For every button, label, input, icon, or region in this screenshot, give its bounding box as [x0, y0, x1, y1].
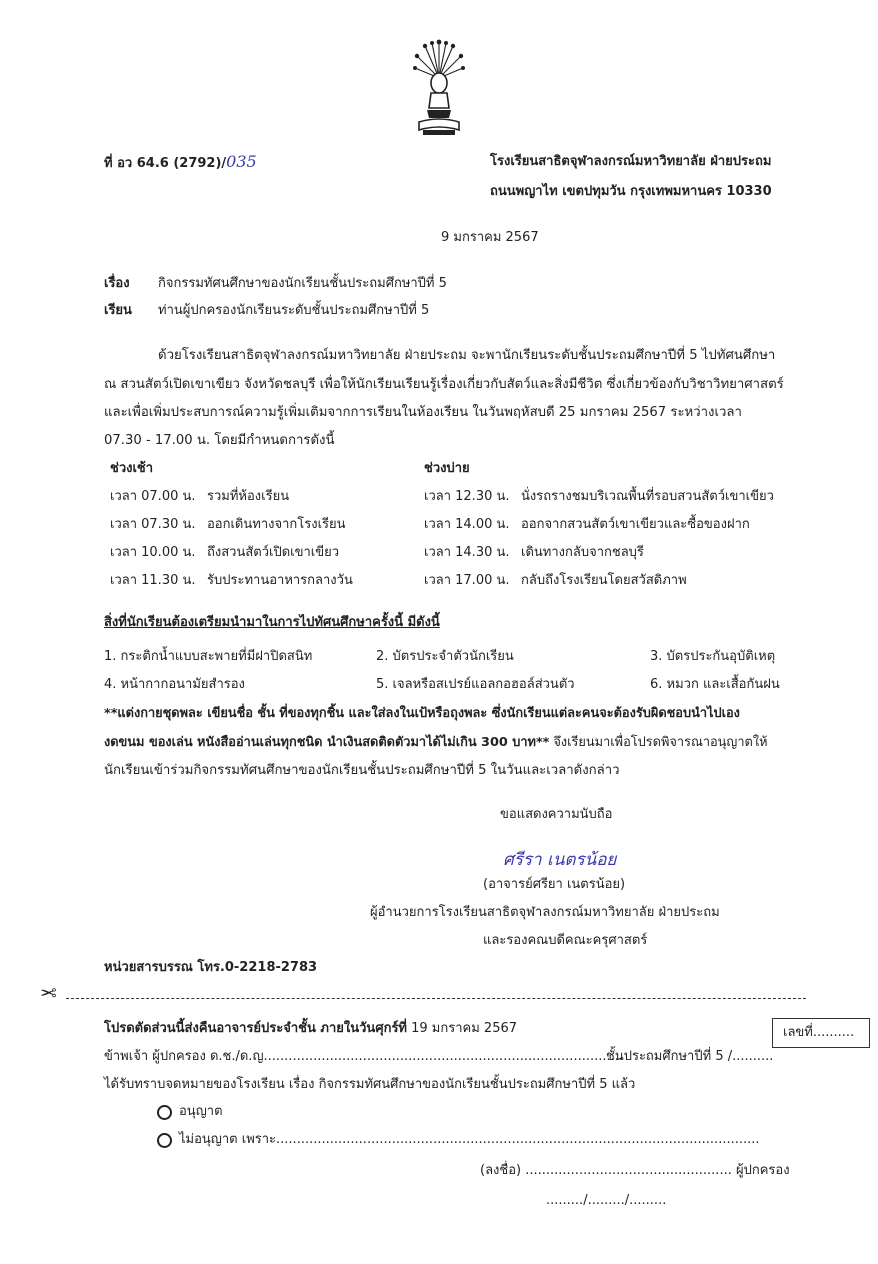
school-name: โรงเรียนสาธิตจุฬาลงกรณ์มหาวิทยาลัย ฝ่ายประถม	[490, 154, 772, 169]
subject-label: เรื่อง	[104, 276, 130, 291]
note-line-1: **แต่งกายชุดพละ เขียนชื่อ ชั้น ที่ของทุกชิ้น และใส่ลงในเป้หรือถุงพละ ซึ่งนักเรียนแต่ละคนจะต้องรับผิดชอบนำไปเอง	[104, 706, 740, 721]
deny-radio[interactable]	[157, 1133, 172, 1148]
reply-date-line[interactable]: ........./........./.........	[546, 1193, 667, 1208]
schedule-activity: ออกเดินทางจากโรงเรียน	[207, 517, 346, 532]
reference-handwritten: 035	[226, 152, 257, 171]
schedule-activity: เดินทางกลับจากชลบุรี	[521, 545, 644, 560]
reply-instruction	[104, 1020, 517, 1038]
schedule-activity: กลับถึงโรงเรียนโดยสวัสดิภาพ	[521, 573, 687, 588]
school-address: ถนนพญาไท เขตปทุมวัน กรุงเทพมหานคร 10330	[490, 184, 772, 199]
acknowledgement-line: ได้รับทราบจดหมายของโรงเรียน เรื่อง กิจกรรมทัศนศึกษาของนักเรียนชั้นประถมศึกษาปีที่ 5 แล้ว	[104, 1077, 636, 1092]
schedule-time: เวลา 10.00 น.	[110, 545, 196, 560]
signer-position-1: ผู้อำนวยการโรงเรียนสาธิตจุฬาลงกรณ์มหาวิทยาลัย ฝ่ายประถม	[370, 905, 720, 920]
reply-deadline: 19 มกราคม 2567	[407, 1021, 518, 1036]
handwritten-signature: ศรีรา เนตรน้อย	[503, 850, 617, 870]
schedule-time: เวลา 07.30 น.	[110, 517, 196, 532]
deny-option-label[interactable]: ไม่อนุญาต เพราะ.....................................................................................................................	[179, 1132, 760, 1147]
item: 2. บัตรประจำตัวนักเรียน	[376, 649, 514, 664]
afternoon-title: ช่วงบ่าย	[424, 461, 470, 476]
school-emblem-logo	[413, 38, 465, 138]
schedule-activity: นั่งรถรางชมบริเวณพื้นที่รอบสวนสัตว์เขาเขียว	[521, 489, 774, 504]
schedule-time: เวลา 17.00 น.	[424, 573, 510, 588]
guardian-name-line[interactable]: ข้าพเจ้า ผู้ปกครอง ด.ช./ด.ญ.......................................................................................	[104, 1049, 624, 1064]
schedule-activity: รับประทานอาหารกลางวัน	[207, 573, 353, 588]
reference-number	[104, 153, 257, 173]
morning-title: ช่วงเช้า	[110, 461, 154, 476]
signer-name: (อาจารย์ศรียา เนตรน้อย)	[483, 877, 626, 892]
letter-date: 9 มกราคม 2567	[441, 230, 539, 245]
items-title: สิ่งที่นักเรียนต้องเตรียมนำมาในการไปทัศนศึกษาครั้งนี้ มีดังนี้	[104, 615, 440, 630]
body-line-2: ณ สวนสัตว์เปิดเขาเขียว จังหวัดชลบุรี เพื่อให้นักเรียนเรียนรู้เรื่องเกี่ยวกับสัตว์และสิ่งมีชีวิต ซึ่งเกี่ยวข้องกับวิชาวิทยาศาสตร์	[104, 377, 784, 392]
item: 4. หน้ากากอนามัยสำรอง	[104, 677, 245, 692]
note-line-3: นักเรียนเข้าร่วมกิจกรรมทัศนศึกษาของนักเรียนชั้นประถมศึกษาปีที่ 5 ในวันและเวลาดังกล่าว	[104, 763, 620, 778]
guardian-signature-line[interactable]: (ลงชื่อ) .................................................. ผู้ปกครอง	[480, 1163, 790, 1178]
allow-radio[interactable]	[157, 1105, 172, 1120]
to-text: ท่านผู้ปกครองนักเรียนระดับชั้นประถมศึกษาปีที่ 5	[158, 303, 430, 318]
item: 5. เจลหรือสเปรย์แอลกอฮอล์ส่วนตัว	[376, 677, 575, 692]
schedule-time: เวลา 14.30 น.	[424, 545, 510, 560]
note-line-2	[104, 729, 768, 757]
subject-text: กิจกรรมทัศนศึกษาของนักเรียนชั้นประถมศึกษาปีที่ 5	[158, 276, 447, 291]
body-line-1: ด้วยโรงเรียนสาธิตจุฬาลงกรณ์มหาวิทยาลัย ฝ่ายประถม จะพานักเรียนระดับชั้นประถมศึกษาปีที่ 5 ไปทัศนศึกษา	[158, 348, 776, 363]
item: 6. หมวก และเสื้อกันฝน	[650, 677, 780, 692]
signer-position-2: และรองคณบดีคณะครุศาสตร์	[483, 933, 648, 948]
student-class-line[interactable]: ชั้นประถมศึกษาปีที่ 5 /..........	[606, 1049, 774, 1064]
schedule-time: เวลา 07.00 น.	[110, 489, 196, 504]
schedule-activity: รวมที่ห้องเรียน	[207, 489, 290, 504]
schedule-activity: ถึงสวนสัตว์เปิดเขาเขียว	[207, 545, 340, 560]
item: 1. กระติกน้ำแบบสะพายที่มีฝาปิดสนิท	[104, 649, 313, 664]
note-line-2-rest: จึงเรียนมาเพื่อโปรดพิจารณาอนุญาตให้	[549, 735, 768, 750]
closing-text: ขอแสดงความนับถือ	[500, 807, 613, 822]
item: 3. บัตรประกันอุบัติเหตุ	[650, 649, 776, 664]
schedule-time: เวลา 14.00 น.	[424, 517, 510, 532]
schedule-time: เวลา 11.30 น.	[110, 573, 196, 588]
body-line-3: และเพื่อเพิ่มประสบการณ์ความรู้เพิ่มเติมจากการเรียนในห้องเรียน ในวันพฤหัสบดี 25 มกราคม 2567 ระหว่างเวลา	[104, 405, 742, 420]
contact-unit: หน่วยสารบรรณ โทร.0-2218-2783	[104, 960, 318, 975]
note-line-2-bold: งดขนม ของเล่น หนังสืออ่านเล่นทุกชนิด นำเงินสดติดตัวมาได้ไม่เกิน 300 บาท**	[104, 735, 550, 750]
reference-label: ที่ อว 64.6 (2792)/	[104, 156, 227, 171]
allow-option-label: อนุญาต	[179, 1104, 223, 1119]
reply-instruction-bold: โปรดตัดส่วนนี้ส่งคืนอาจารย์ประจำชั้น ภายในวันศุกร์ที่	[104, 1021, 407, 1036]
scissors-icon: ✂	[40, 981, 57, 1005]
number-box-label: เลขที่..........	[783, 1025, 855, 1040]
cut-line	[66, 998, 806, 999]
to-label: เรียน	[104, 303, 132, 318]
schedule-activity: ออกจากสวนสัตว์เขาเขียวและซื้อของฝาก	[521, 517, 750, 532]
schedule-time: เวลา 12.30 น.	[424, 489, 510, 504]
number-box[interactable]	[772, 1018, 870, 1048]
body-line-4: 07.30 - 17.00 น. โดยมีกำหนดการดังนี้	[104, 433, 335, 448]
